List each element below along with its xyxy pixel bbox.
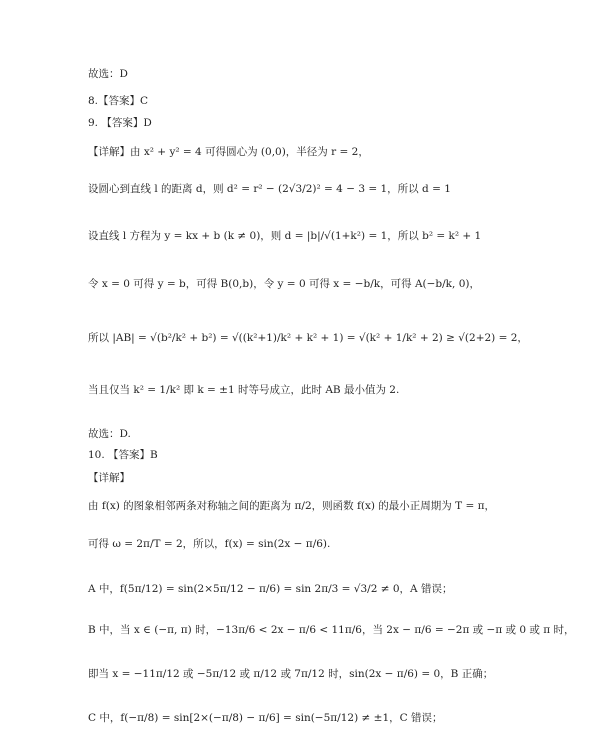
text-line-l01: 故选：D	[88, 68, 128, 80]
text-line-l16: B 中，当 x ∈ (−π, π) 时，−13π/6 < 2x − π/6 < 11π/6，当 2x − π/6 = −2π 或 −π 或 0 或 π 时，	[88, 624, 575, 636]
text-line-l08: 所以 |AB| = √(b²/k² + b²) = √((k²+1)/k² + k² + 1) = √(k² + 1/k² + 2) ≥ √(2+2) = 2，	[88, 332, 528, 344]
text-line-l04: 【详解】由 x² + y² = 4 可得圆心为 (0,0)，半径为 r = 2，	[88, 146, 369, 158]
text-line-l06: 设直线 l 方程为 y = kx + b (k ≠ 0)，则 d = |b|/√(1+k²) = 1，所以 b² = k² + 1	[88, 230, 482, 242]
text-line-l11: 10. 【答案】B	[88, 449, 158, 461]
text-line-l07: 令 x = 0 可得 y = b，可得 B(0,b)，令 y = 0 可得 x = −b/k，可得 A(−b/k, 0)，	[88, 278, 481, 290]
text-line-l05: 设圆心到直线 l 的距离 d，则 d² = r² − (2√3/2)² = 4 − 3 = 1，所以 d = 1	[88, 183, 451, 195]
text-line-l14: 可得 ω = 2π/T = 2，所以，f(x) = sin(2x − π/6).	[88, 538, 331, 550]
text-line-l18: C 中，f(−π/8) = sin[2×(−π/8) − π/6] = sin(−5π/12) ≠ ±1，C 错误；	[88, 712, 443, 724]
text-line-l09: 当且仅当 k² = 1/k² 即 k = ±1 时等号成立，此时 AB 最小值为 2.	[88, 384, 400, 396]
text-line-l02: 8.【答案】C	[88, 95, 149, 107]
text-line-l17: 即当 x = −11π/12 或 −5π/12 或 π/12 或 7π/12 时，sin(2x − π/6) = 0，B 正确；	[88, 668, 494, 680]
text-line-l15: A 中，f(5π/12) = sin(2×5π/12 − π/6) = sin 2π/3 = √3/2 ≠ 0，A 错误；	[88, 583, 453, 595]
text-line-l12: 【详解】	[88, 472, 130, 484]
text-line-l03: 9. 【答案】D	[88, 117, 152, 129]
text-line-l13: 由 f(x) 的图象相邻两条对称轴之间的距离为 π/2，则函数 f(x) 的最小正周期为 T = π，	[88, 500, 496, 512]
text-line-l10: 故选：D.	[88, 428, 131, 440]
